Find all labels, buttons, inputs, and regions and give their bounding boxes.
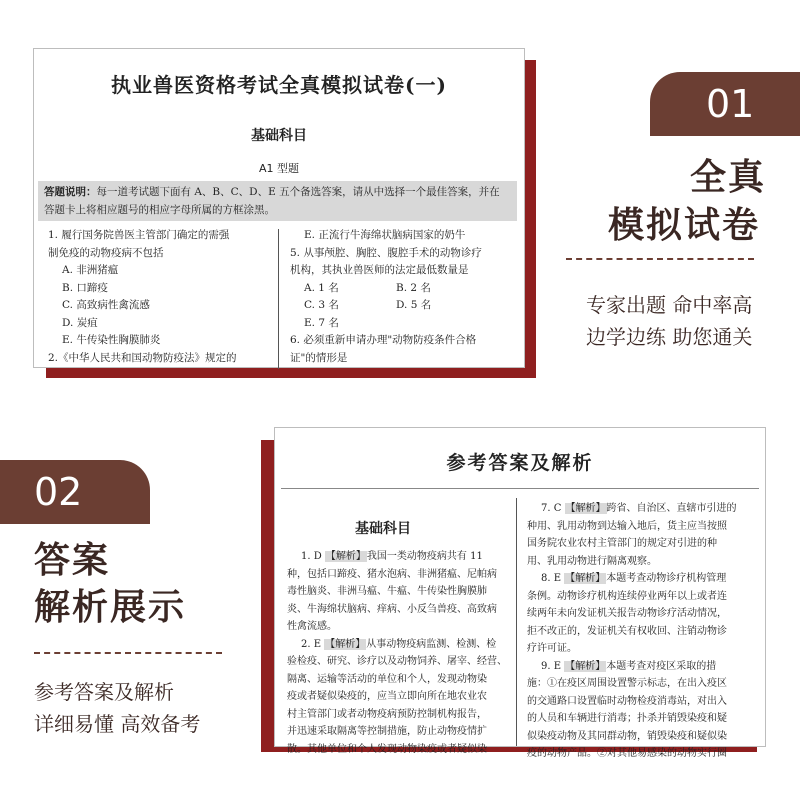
section-heading-line-1: 全真 [690,157,767,198]
answers-subject: 基础科目 [355,521,411,537]
explanation-tag: 【解析】 [325,638,366,650]
explanation-tag: 【解析】 [565,573,606,584]
title-rule [281,488,759,489]
answer-option-row [290,297,522,315]
exam-title: 执业兽医资格考试全真模拟试卷(一) [111,73,447,97]
answer-entry-first-line [287,548,512,566]
answer-key: 9. E [541,660,565,672]
answer-entry-first-line [527,570,761,588]
answer-option: E. 牛传染性胸膜肺炎 [62,334,161,346]
answer-option: E. 7 名 [304,316,339,329]
section-badge-01: 01 [650,72,800,136]
section-heading-line-2: 解析展示 [34,587,187,628]
question-line: 证"的情形是 [290,351,348,364]
explanation-line: 似染疫动物及其同群动物，销毁染疫和疑似染 [527,730,727,742]
explanation-line: 炎、牛海绵状脑病、痒病、小反刍兽疫、高致病 [287,603,497,615]
section-heading-line-1: 答案 [34,540,111,581]
explanation-line: 性禽流感。 [287,621,337,632]
explanation-line: 条例。动物诊疗机构连续停业两年以上或者连 [527,590,727,602]
explanation-tag: 【解析】 [565,660,606,672]
answer-option: A. 非洲猪瘟 [62,264,119,276]
question-line: 制免疫的动物疫病不包括 [48,246,164,259]
instructions-line-2: 答题卡上将相应题号的相应字母所属的方框涂黑。 [44,204,275,216]
answer-instructions [38,181,517,221]
instructions-label: 答题说明： [44,186,97,198]
explanation-line: 并迅速采取隔离等控制措施，防止动物疫情扩 [287,726,487,737]
questions-left-column [48,227,273,367]
explanation-text: 我国一类动物疫病共有 11 [366,551,483,562]
question-line: 机构，其执业兽医师的法定最低数量是 [290,264,469,276]
explanation-text: 本题考查对疫区采取的措 [606,660,717,672]
answer-option: D. 5 名 [396,299,432,311]
dashed-divider [34,652,222,654]
answer-option: A. 1 名 [304,281,339,294]
question-line: 2.《中华人民共和国动物防疫法》规定的 [48,351,237,364]
explanation-line: 续两年未向发证机关报告动物诊疗活动情况， [527,608,727,619]
explanation-line: 毒性脑炎、非洲马瘟、牛瘟、牛传染性胸膜肺 [287,586,487,597]
column-divider [278,229,279,369]
answer-key: 8. E [541,573,565,584]
exam-subject: 基础科目 [251,128,307,144]
answers-left-column [287,548,512,758]
explanation-line: 种，包括口蹄疫、猪水泡病、非洲猪瘟、尼帕病 [287,568,497,580]
slogan-line-2: 边学边练 助您通关 [586,325,753,349]
answer-paper-preview [274,427,766,759]
explanation-line: 的人员和车辆进行消毒；扑杀并销毁染疫和疑 [527,713,727,724]
answer-entry-first-line [527,500,761,518]
explanation-line: 村主管部门或者动物疫病预防控制机构报告， [287,708,487,720]
explanation-line: 散。其他单位和个人发现动物染疫或者疑似染 [287,743,487,755]
answers-right-column [527,500,761,763]
answer-entry-first-line [287,636,512,654]
explanation-line: 疗许可证。 [527,643,577,654]
explanation-line: 国务院农业农村主管部门的规定对引进的种 [527,538,717,549]
explanation-line: 拒不改正的，发证机关有权收回、注销动物诊 [527,625,727,637]
answer-key: 7. C [541,503,565,514]
answer-key: 2. E [301,638,325,650]
explanation-line: 的交通路口设置临时动物检疫消毒站，对出入 [527,695,727,707]
answer-option-row [290,280,522,298]
answer-entry-first-line [527,658,761,676]
slogan-line-1: 专家出题 命中率高 [586,293,753,317]
instructions-line-1: 每一道考试题下面有 A、B、C、D、E 五个备选答案，请从中选择一个最佳答案，并在 [96,186,500,198]
explanation-line: 疫的动物产品。②对其他易感染的动物实行圈 [527,748,727,759]
explanation-line: 用、乳用动物进行隔离观察。 [527,555,657,567]
question-line: 1. 履行国务院兽医主管部门确定的需强 [48,229,230,241]
question-line: 5. 从事颅腔、胸腔、腹腔手术的动物诊疗 [290,246,482,259]
answer-option: D. 炭疽 [62,316,98,329]
question-line: 6. 必须重新申请办理"动物防疫条件合格 [290,334,477,346]
answer-option: E. 正流行牛海绵状脑病国家的奶牛 [304,229,466,241]
slogan-line-1: 参考答案及解析 [34,680,174,704]
explanation-line: 种用、乳用动物到达输入地后，货主应当按照 [527,520,727,532]
explanation-line: 验检疫、研究、诊疗以及动物饲养、屠宰、经营、 [287,656,507,667]
section-heading-line-2: 模拟试卷 [608,205,761,246]
question-type: A1 型题 [258,162,300,175]
explanation-tag: 【解析】 [325,551,366,562]
explanation-text: 本题考查动物诊疗机构管理 [606,573,727,584]
explanation-line: 隔离、运输等活动的单位和个人，发现动物染 [287,673,487,685]
explanation-text: 跨省、自治区、直辖市引进的 [606,503,737,514]
slogan-line-2: 详细易懂 高效备考 [34,712,201,736]
answer-key: 1. D [301,551,325,562]
section-badge-02: 02 [0,460,150,524]
explanation-line: 疫或者疑似染疫的，应当立即向所在地农业农 [287,691,487,702]
answer-option: B. 口蹄疫 [62,281,108,294]
answers-title: 参考答案及解析 [446,452,594,474]
dashed-divider [566,258,754,260]
answer-option: B. 2 名 [396,281,431,294]
explanation-line: 施：①在疫区周围设置警示标志，在出入疫区 [527,678,727,689]
answer-option: C. 3 名 [304,299,339,311]
column-divider [516,498,517,746]
explanation-text: 从事动物疫病监测、检测、检 [366,638,497,650]
exam-paper-preview [33,48,525,368]
questions-right-column [290,227,522,367]
explanation-tag: 【解析】 [565,503,606,514]
answer-option: C. 高致病性禽流感 [62,299,150,311]
